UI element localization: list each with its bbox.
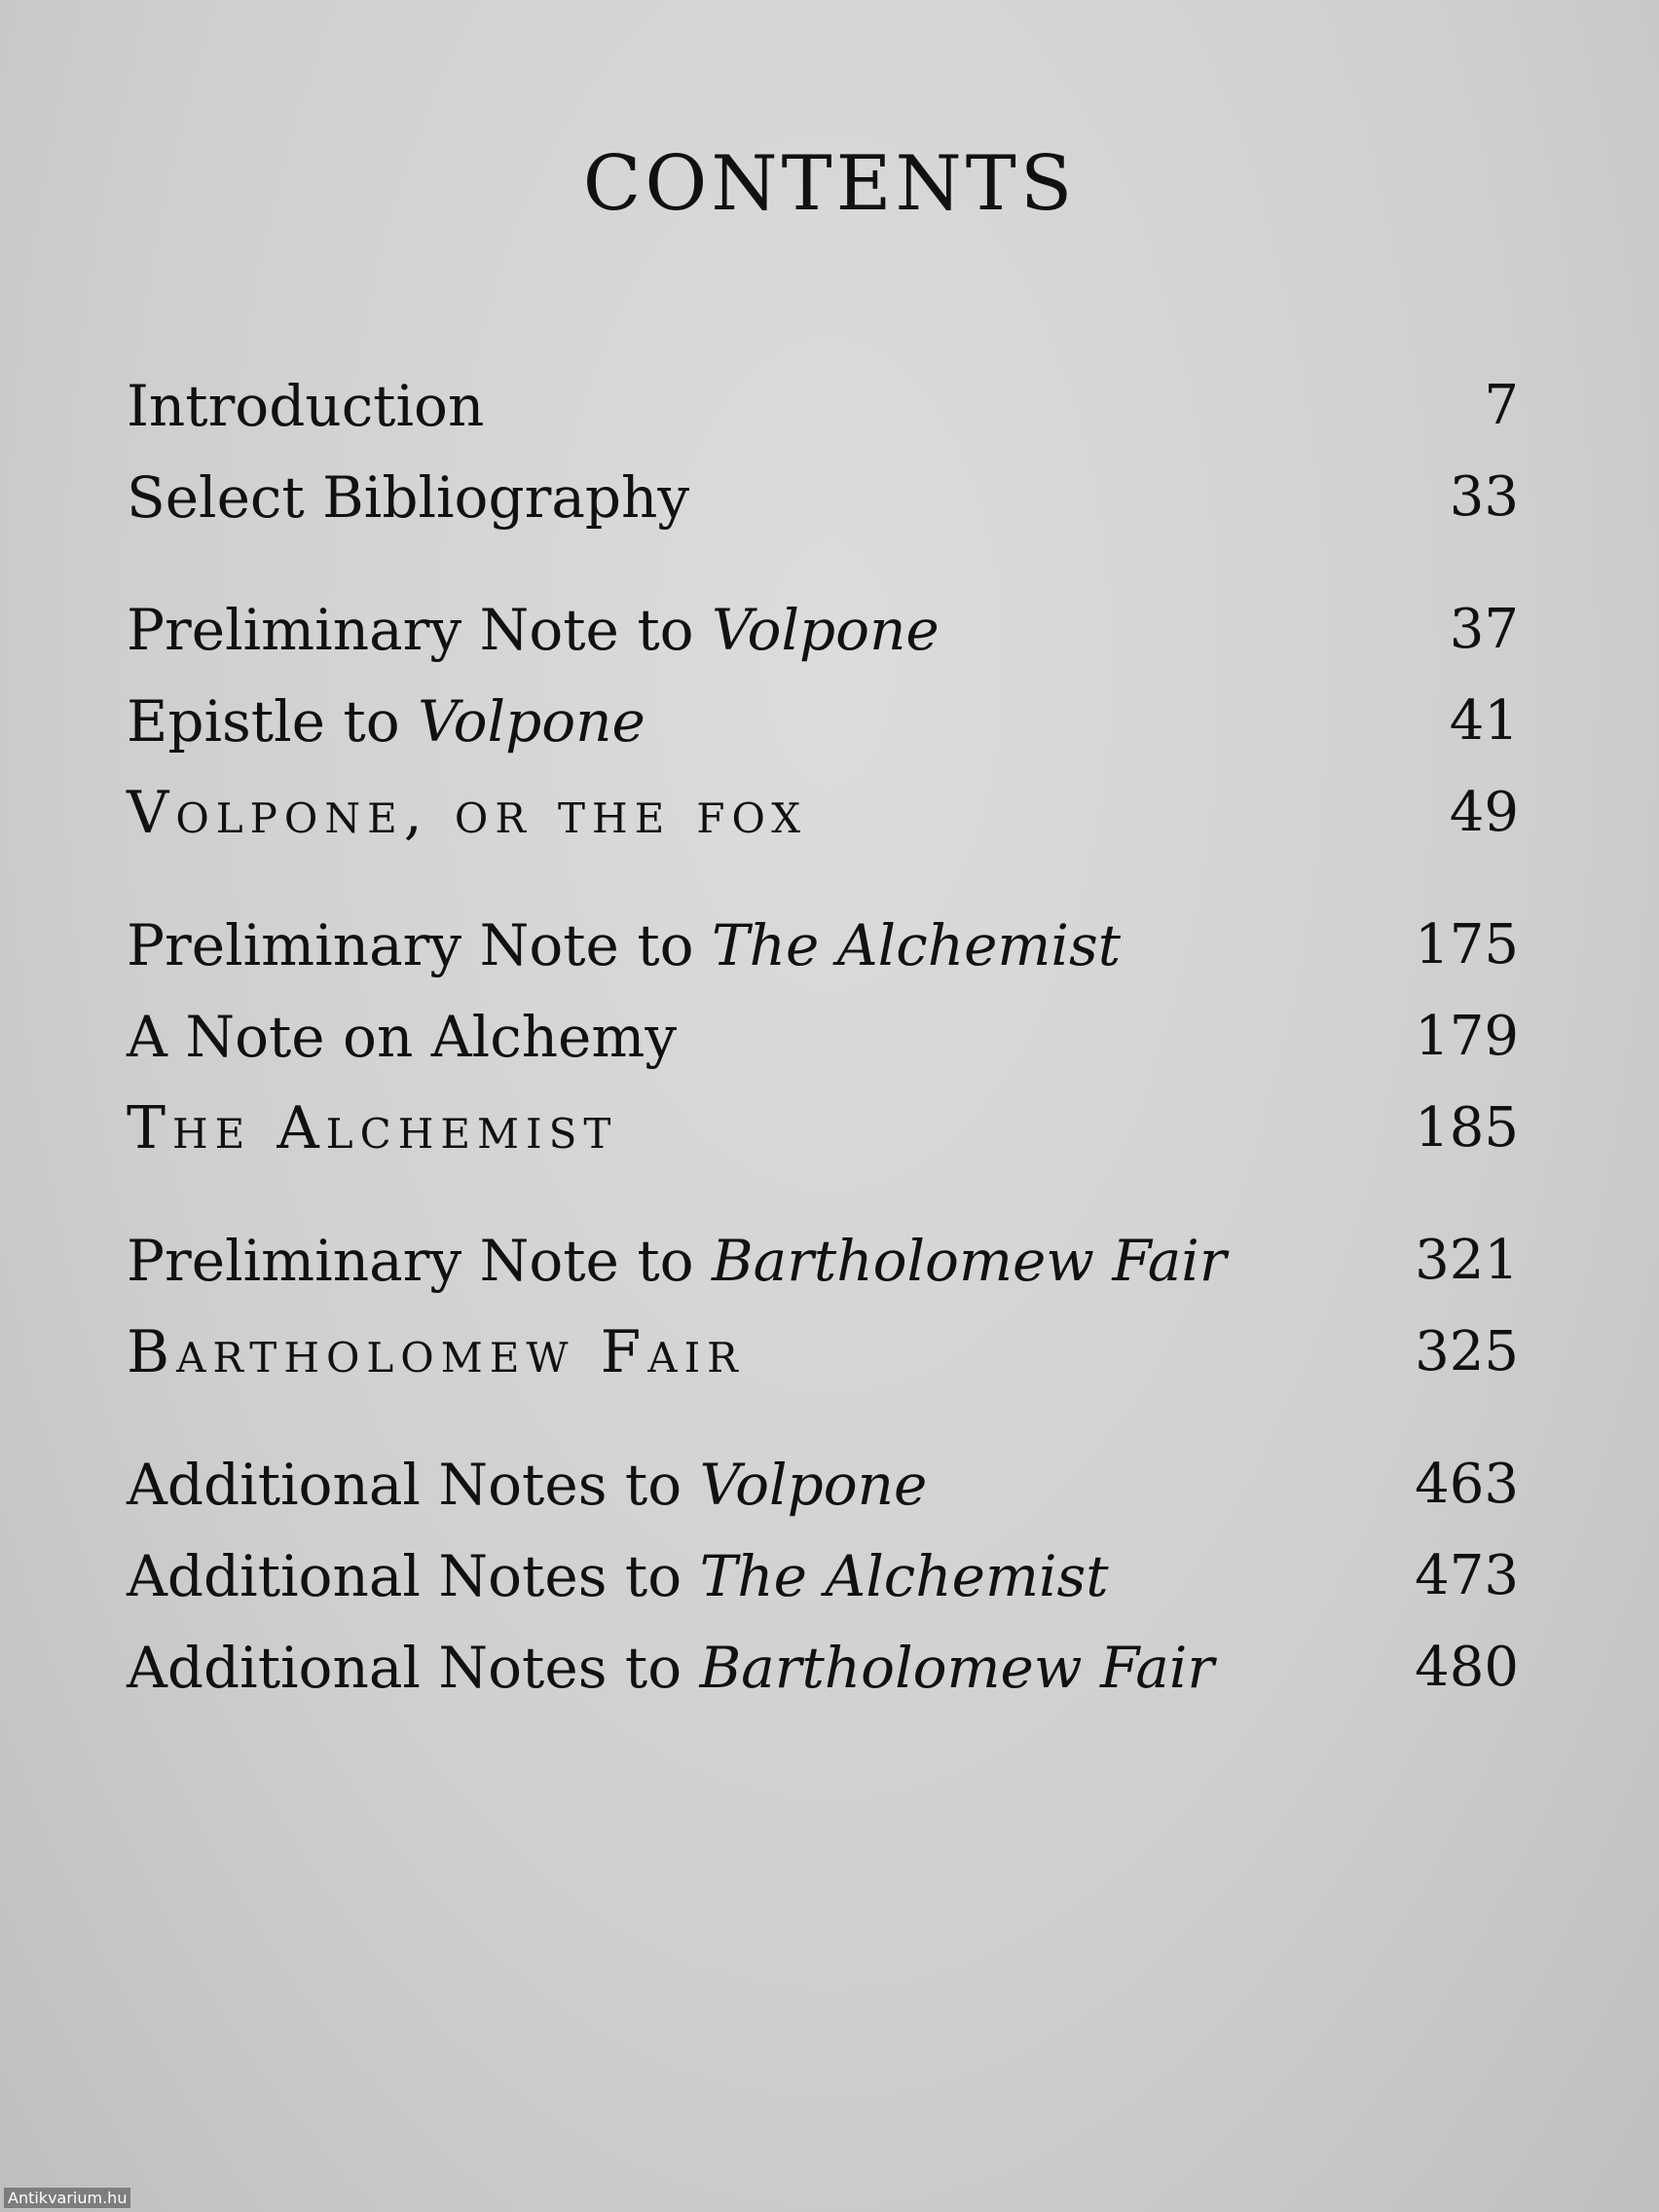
page-number: 175 bbox=[1415, 913, 1519, 977]
entry-label: Preliminary Note to Volpone bbox=[127, 597, 940, 663]
toc-entry-introduction bbox=[127, 360, 1519, 452]
entry-label: Additional Notes to The Alchemist bbox=[127, 1543, 1109, 1609]
toc-entry-bartholomew-play bbox=[127, 1307, 1519, 1398]
page-number: 7 bbox=[1484, 374, 1519, 437]
watermark: Antikvarium.hu bbox=[4, 2188, 130, 2208]
entry-label: Additional Notes to Volpone bbox=[127, 1452, 928, 1518]
page-number: 321 bbox=[1415, 1229, 1519, 1292]
entry-label: Select Bibliography bbox=[127, 464, 690, 531]
page-number: 41 bbox=[1449, 689, 1519, 753]
toc-entry-preliminary-note-bartholomew bbox=[127, 1215, 1519, 1307]
page-number: 33 bbox=[1449, 465, 1519, 529]
toc-entry-preliminary-note-volpone bbox=[127, 584, 1519, 676]
entry-label: Additional Notes to Bartholomew Fair bbox=[127, 1635, 1215, 1701]
table-of-contents bbox=[127, 360, 1519, 1714]
page-title: CONTENTS bbox=[582, 140, 1077, 228]
page-number: 480 bbox=[1415, 1636, 1519, 1699]
page-number: 325 bbox=[1415, 1320, 1519, 1383]
page-number: 473 bbox=[1415, 1544, 1519, 1607]
toc-entry-select-bibliography bbox=[127, 452, 1519, 543]
toc-entry-note-on-alchemy bbox=[127, 991, 1519, 1083]
entry-label: The Alchemist bbox=[127, 1094, 618, 1162]
toc-entry-additional-notes-volpone bbox=[127, 1439, 1519, 1530]
entry-label: Preliminary Note to Bartholomew Fair bbox=[127, 1228, 1227, 1294]
page-number: 463 bbox=[1415, 1453, 1519, 1516]
page-number: 49 bbox=[1449, 781, 1519, 844]
entry-label: Epistle to Volpone bbox=[127, 688, 645, 755]
toc-entry-volpone-play bbox=[127, 767, 1519, 859]
entry-label: A Note on Alchemy bbox=[127, 1004, 678, 1070]
entry-label: Volpone, or the fox bbox=[127, 779, 808, 847]
entry-label: Bartholomew Fair bbox=[127, 1318, 745, 1386]
page-number: 185 bbox=[1415, 1096, 1519, 1160]
toc-entry-additional-notes-alchemist bbox=[127, 1530, 1519, 1622]
page-number: 37 bbox=[1449, 598, 1519, 661]
entry-label: Introduction bbox=[127, 373, 485, 439]
toc-entry-epistle-volpone bbox=[127, 676, 1519, 767]
toc-entry-preliminary-note-alchemist bbox=[127, 900, 1519, 991]
page-number: 179 bbox=[1415, 1005, 1519, 1068]
toc-entry-additional-notes-bartholomew bbox=[127, 1622, 1519, 1714]
toc-entry-alchemist-play bbox=[127, 1083, 1519, 1174]
entry-label: Preliminary Note to The Alchemist bbox=[127, 912, 1122, 978]
